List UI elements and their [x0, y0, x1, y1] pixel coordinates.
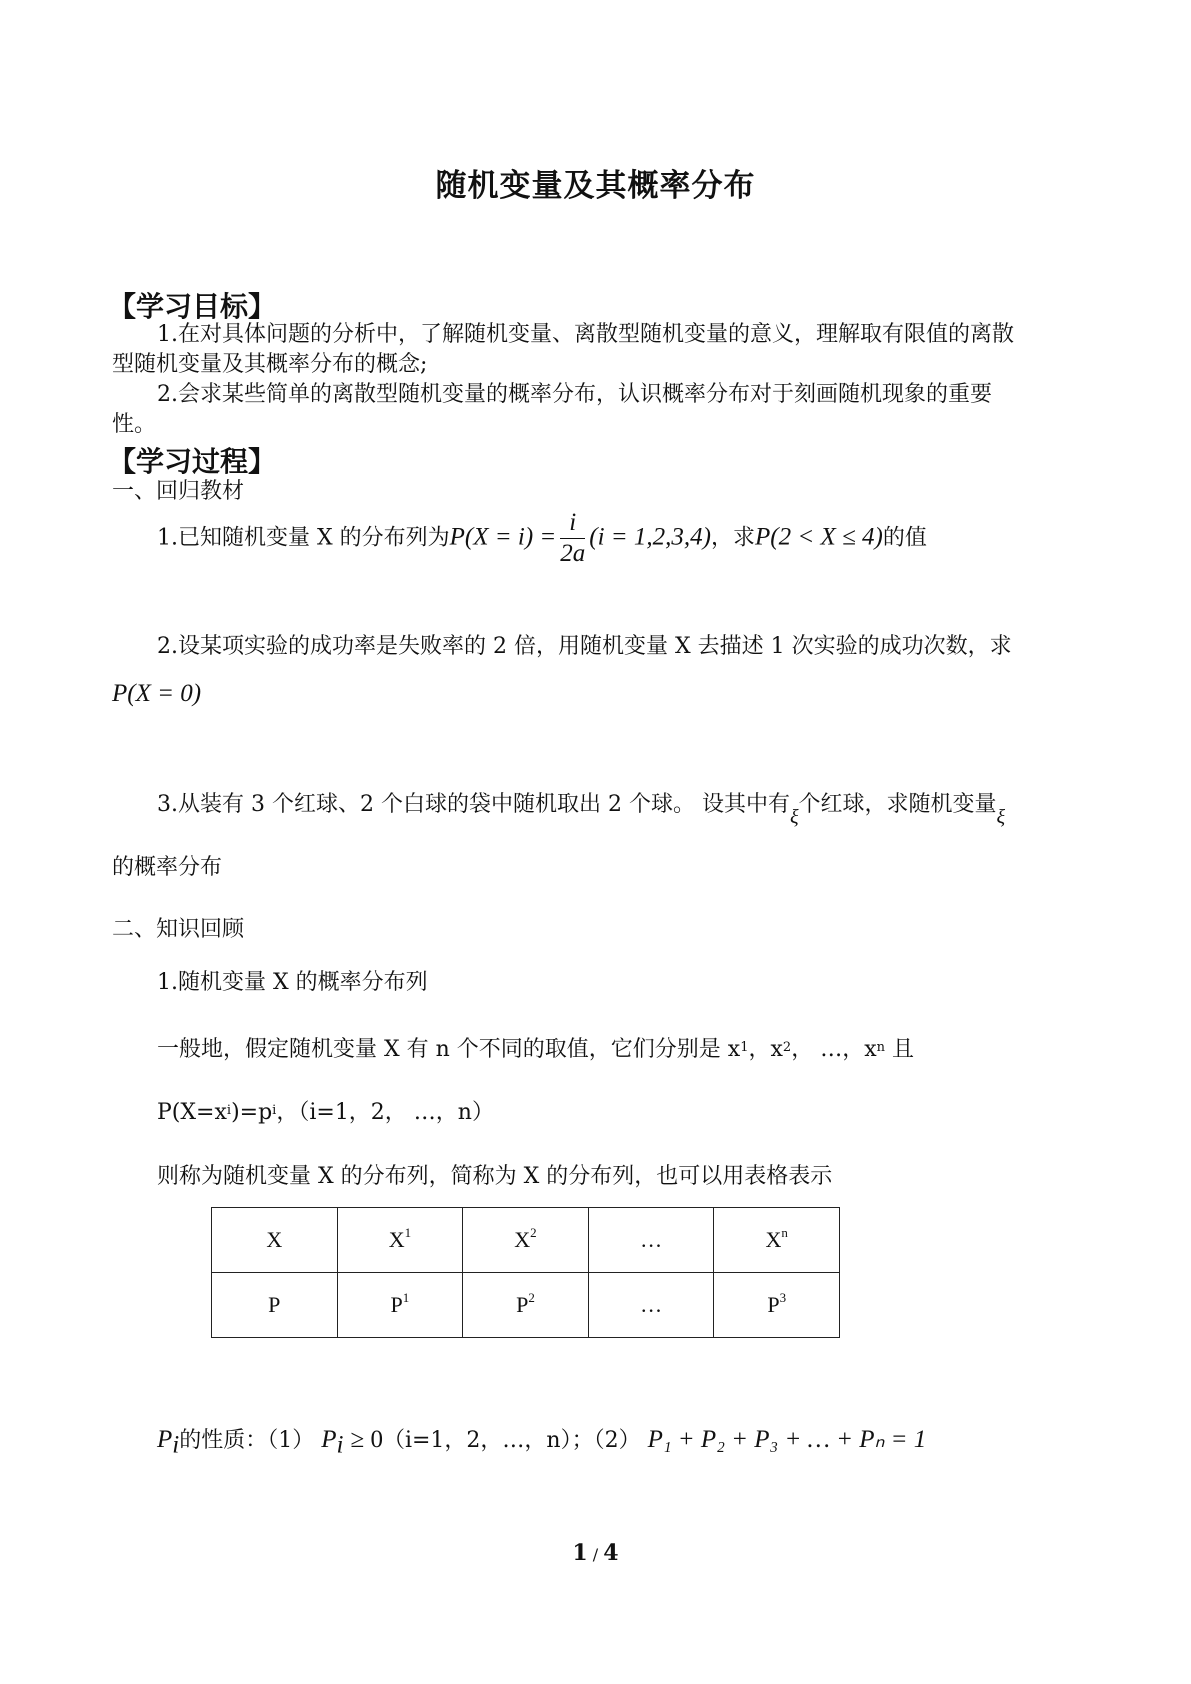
objective-2-line1: 2.会求某些简单的离散型随机变量的概率分布，认识概率分布对于刻画随机现象的重要 [157, 382, 992, 407]
sep-1: ，x [748, 1037, 783, 1062]
sup-2: 2 [782, 1040, 792, 1055]
probability-definition [157, 1098, 494, 1128]
prob-sup-2: i [272, 1103, 277, 1118]
total-pages: 4 [603, 1540, 619, 1566]
process-heading: 【学习过程】 [108, 445, 277, 478]
sup-1: 1 [740, 1040, 749, 1055]
q1-prefix: 1.已知随机变量 X 的分布列为 [157, 525, 450, 551]
q3-part-a: 3.从装有 3 个红球、2 个白球的袋中随机取出 2 个球。 设其中有 [157, 792, 790, 817]
q1-formula-left: P(X = i) = [449, 523, 557, 551]
table-cell: $X^n$ [714, 1208, 840, 1273]
question-1 [157, 508, 927, 569]
question-3-line2: 的概率分布 [112, 855, 223, 880]
q1-fraction [560, 508, 585, 569]
table-row-p [212, 1273, 840, 1338]
table-row-x [212, 1208, 840, 1273]
pi-sub: i [172, 1431, 180, 1459]
table-cell: … [588, 1273, 714, 1338]
q3-part-b: 个红球，求随机变量 [798, 792, 997, 817]
prob-c: ，（i=1，2， …，n） [276, 1100, 494, 1125]
part1-heading: 一、回归教材 [112, 479, 245, 504]
question-2-formula: P(X = 0) [112, 680, 202, 707]
objectives-heading: 【学习目标】 [108, 290, 277, 323]
table-cell: X [212, 1208, 338, 1273]
table-cell: $P^2$ [463, 1273, 589, 1338]
table-cell: $P^3$ [714, 1273, 840, 1338]
objective-1-line1: 1.在对具体问题的分析中，了解随机变量、离散型随机变量的意义，理解取有限值的离散 [157, 322, 1014, 347]
pi-symbol-2: P [321, 1426, 337, 1453]
pi-sub-2: i [336, 1431, 344, 1459]
q3-xi-1: ξ [789, 806, 799, 828]
table-cell: $X^1$ [337, 1208, 463, 1273]
table-cell: $X^2$ [463, 1208, 589, 1273]
q1-suffix: 的值 [882, 525, 927, 551]
general-text-b: 且 [884, 1037, 914, 1062]
properties-label: 的性质：（1） [179, 1428, 315, 1453]
document-title: 随机变量及其概率分布 [435, 168, 756, 204]
range-text: （i=1，2，…，n）；（2） [382, 1428, 641, 1453]
table-cell: P [212, 1273, 338, 1338]
objective-2-line2: 性。 [112, 412, 157, 437]
question-2-line1: 2.设某项实验的成功率是失败率的 2 倍，用随机变量 X 去描述 1 次实验的成功次数，求 [157, 634, 1012, 659]
distribution-table [211, 1207, 840, 1338]
sum-formula: P₁ + P₂ + P₃ + … + Pₙ = 1 [647, 1426, 927, 1453]
table-cell: $P^1$ [337, 1273, 463, 1338]
question-3-line1 [157, 790, 1006, 828]
prob-sup: i [226, 1103, 232, 1118]
page-separator: / [587, 1545, 604, 1564]
prob-a: P(X=x [157, 1100, 227, 1125]
q1-formula-cond: (i = 1,2,3,4) [589, 523, 711, 551]
general-text-a: 一般地，假定随机变量 X 有 n 个不同的取值，它们分别是 x [157, 1037, 741, 1062]
general-statement [157, 1035, 914, 1065]
table-cell: … [588, 1208, 714, 1273]
sep-2: ， …，x [791, 1037, 877, 1062]
q1-formula-2: P(2 < X ≤ 4) [755, 523, 883, 551]
knowledge-item-1: 1.随机变量 X 的概率分布列 [157, 970, 428, 995]
q1-mid: ，求 [711, 525, 756, 551]
part2-heading: 二、知识回顾 [112, 917, 245, 942]
prob-b: )=p [231, 1100, 273, 1125]
pi-symbol: P [157, 1426, 173, 1453]
q1-frac-den: 2a [560, 540, 586, 567]
q1-frac-num: i [560, 508, 585, 539]
table-intro: 则称为随机变量 X 的分布列，简称为 X 的分布列，也可以用表格表示 [157, 1164, 833, 1189]
properties-line [157, 1425, 926, 1460]
q3-xi-2: ξ [996, 806, 1006, 828]
sup-n: n [876, 1040, 885, 1055]
page-number [0, 1540, 1191, 1566]
objective-1-line2: 型随机变量及其概率分布的概念; [112, 352, 428, 377]
nonneg-condition: ≥ 0 [350, 1426, 383, 1453]
current-page: 1 [572, 1540, 588, 1566]
